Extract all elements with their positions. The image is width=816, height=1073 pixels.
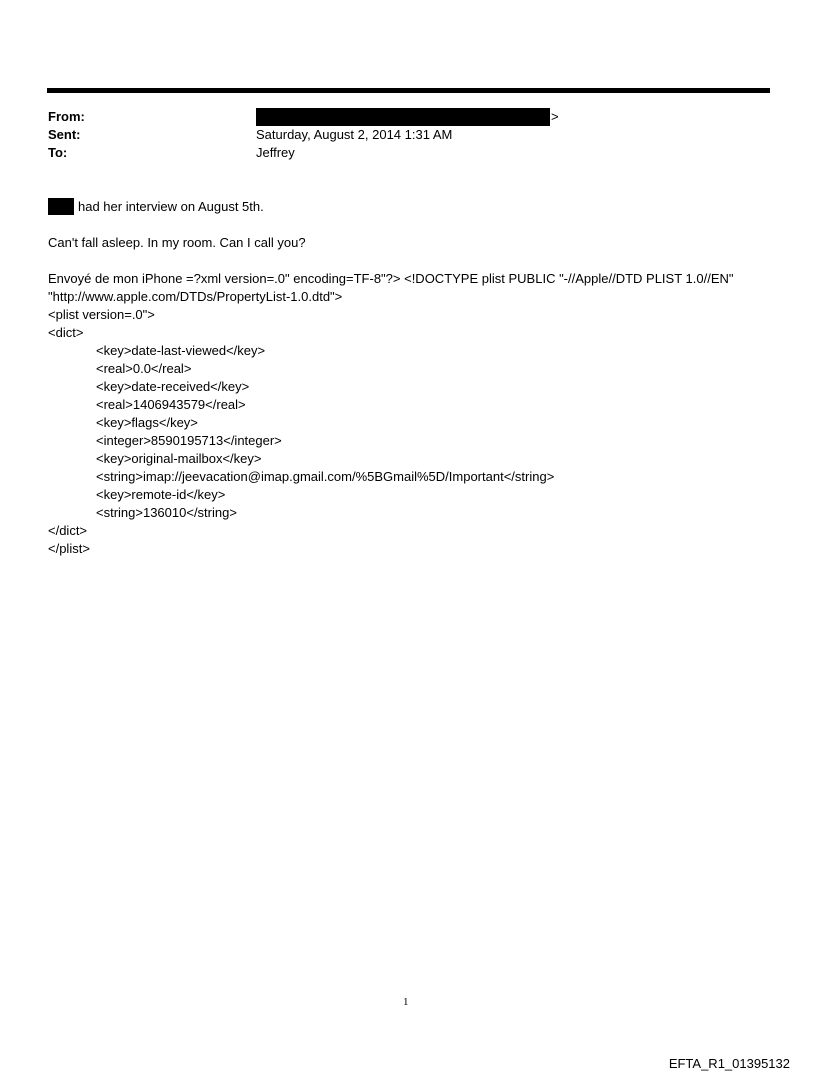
- dict-entry: <key>date-received</key>: [96, 379, 250, 394]
- page-number: 1: [403, 996, 409, 1008]
- dict-entry: <integer>8590195713</integer>: [96, 433, 282, 448]
- document-id: EFTA_R1_01395132: [668, 1056, 790, 1071]
- to-label: To:: [48, 145, 68, 160]
- dict-entry: <key>flags</key>: [96, 415, 198, 430]
- header-rule: [47, 88, 770, 93]
- sent-label: Sent:: [48, 127, 81, 142]
- dict-entry: <string>imap://jeevacation@imap.gmail.com/%5BGmail%5D/Important</string>: [96, 469, 555, 484]
- body-line-message: Can't fall asleep. In my room. Can I call you?: [48, 235, 306, 250]
- dict-entry: <key>date-last-viewed</key>: [96, 343, 266, 358]
- dict-entry: <real>0.0</real>: [96, 361, 192, 376]
- dict-close: </dict>: [48, 523, 88, 538]
- dict-open: <dict>: [48, 325, 84, 340]
- dict-entry: <string>136010</string>: [96, 505, 237, 520]
- body-line-signature: Envoyé de mon iPhone =?xml version=.0" encoding=TF-8"?> <!DOCTYPE plist PUBLIC "-//Apple//DTD PLIST 1.0//EN": [48, 271, 734, 286]
- dict-entry: <key>original-mailbox</key>: [96, 451, 262, 466]
- from-redaction: [256, 108, 550, 126]
- to-value: Jeffrey: [256, 145, 295, 160]
- plist-close: </plist>: [48, 541, 90, 556]
- sent-value: Saturday, August 2, 2014 1:31 AM: [256, 127, 453, 142]
- name-redaction: [48, 198, 74, 215]
- plist-open: <plist version=.0">: [48, 307, 155, 322]
- from-label: From:: [48, 109, 85, 124]
- body-line-interview: had her interview on August 5th.: [78, 199, 264, 214]
- dict-entry: <key>remote-id</key>: [96, 487, 226, 502]
- dict-entry: <real>1406943579</real>: [96, 397, 246, 412]
- body-line-dtd-url: "http://www.apple.com/DTDs/PropertyList-1.0.dtd">: [48, 289, 343, 304]
- from-value-suffix: >: [551, 109, 559, 124]
